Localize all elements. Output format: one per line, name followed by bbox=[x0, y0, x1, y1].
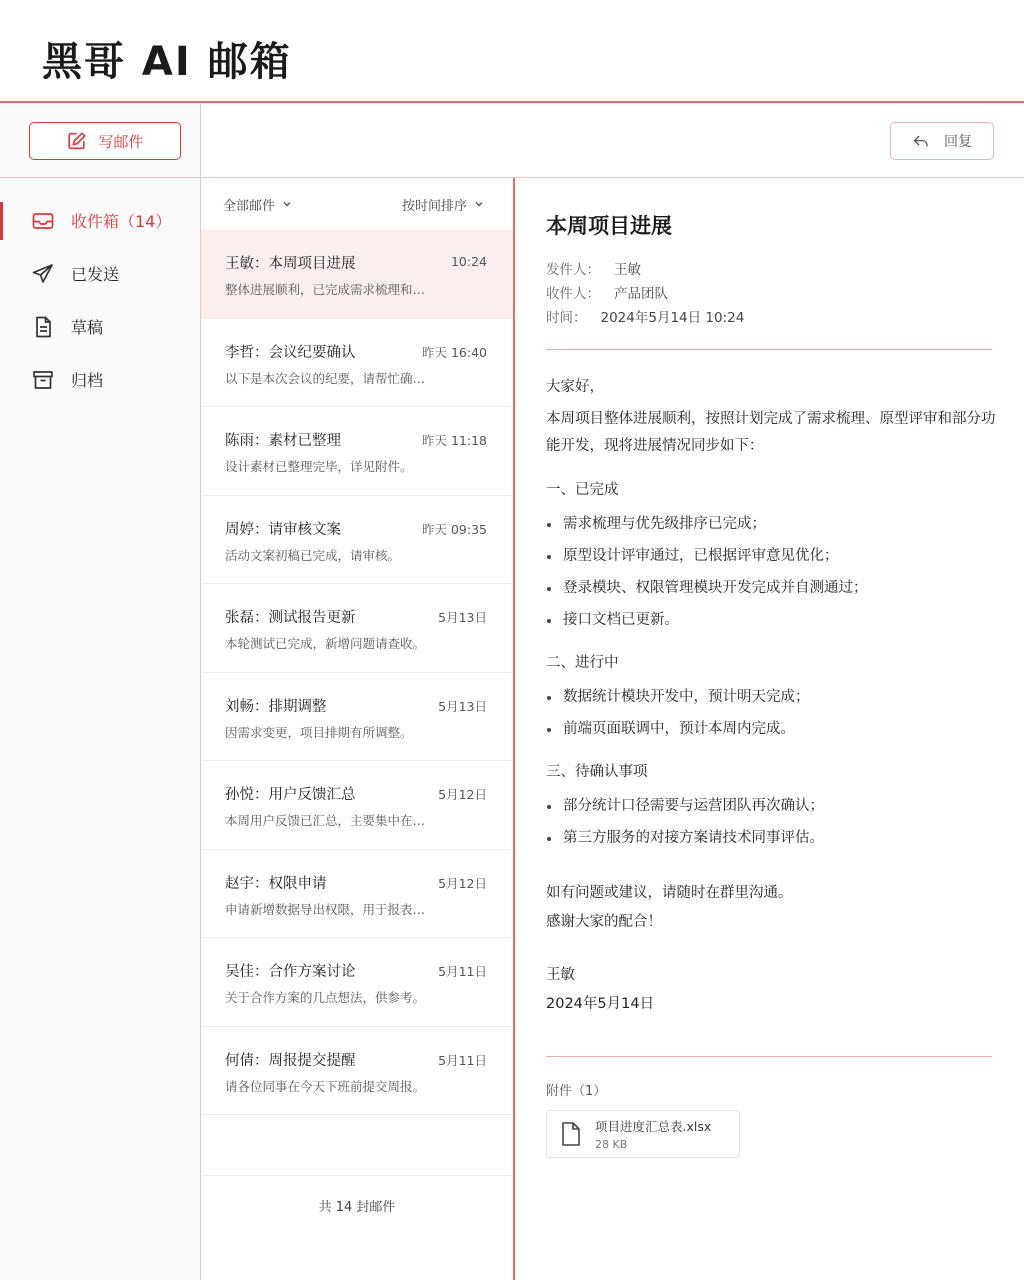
list-item[interactable] bbox=[201, 673, 513, 762]
list-item[interactable] bbox=[201, 230, 513, 319]
list-bullet: 部分统计口径需要与运营团队再次确认； bbox=[546, 790, 996, 822]
list-bullet: 原型设计评审通过，已根据评审意见优化； bbox=[546, 540, 996, 572]
app-title: 黑哥 AI 邮箱 bbox=[42, 39, 292, 85]
mail-subject: 赵宇：权限申请 bbox=[225, 875, 327, 892]
compose-label: 写邮件 bbox=[98, 132, 144, 151]
list-bullet: 接口文档已更新。 bbox=[546, 604, 996, 636]
list-bullet: 登录模块、权限管理模块开发完成并自测通过； bbox=[546, 572, 996, 604]
mail-preview: 关于合作方案的几点想法，供参考。 bbox=[225, 990, 426, 1005]
section-title: 一、已完成 bbox=[546, 482, 619, 498]
meta-time bbox=[546, 306, 744, 330]
mail-preview: 以下是本次会议的纪要，请帮忙确… bbox=[225, 370, 426, 386]
mail-time: 5月13日 bbox=[438, 610, 487, 625]
mail-list-header bbox=[201, 178, 513, 230]
meta-to bbox=[546, 282, 744, 306]
mail-subject: 孙悦：用户反馈汇总 bbox=[225, 787, 356, 803]
edit-icon bbox=[66, 130, 88, 152]
mail-preview: 活动文案初稿已完成，请审核。 bbox=[225, 547, 401, 563]
mail-time: 5月12日 bbox=[438, 787, 487, 802]
mail-subject: 刘畅：排期调整 bbox=[225, 698, 327, 715]
mail-preview: 因需求变更，项目排期有所调整。 bbox=[225, 724, 413, 740]
compose-button[interactable] bbox=[29, 122, 181, 160]
list-item[interactable] bbox=[201, 584, 513, 673]
sidebar-item-archive[interactable] bbox=[0, 353, 200, 406]
list-bullet: 数据统计模块开发中，预计明天完成； bbox=[546, 681, 996, 713]
list-item[interactable] bbox=[201, 319, 513, 408]
divider bbox=[546, 349, 992, 350]
sidebar bbox=[0, 104, 201, 1280]
app-header bbox=[0, 0, 1024, 103]
filter-dropdown[interactable] bbox=[223, 195, 293, 214]
sidebar-item-sent[interactable] bbox=[0, 247, 200, 300]
mail-subject: 陈雨：素材已整理 bbox=[225, 433, 341, 449]
mail-preview: 请各位同事在今天下班前提交周报。 bbox=[225, 1078, 426, 1094]
mail-subject: 吴佳：合作方案讨论 bbox=[225, 964, 356, 980]
reply-label: 回复 bbox=[944, 134, 972, 150]
section-title: 三、待确认事项 bbox=[546, 764, 648, 780]
send-icon bbox=[31, 262, 55, 286]
mail-preview: 申请新增数据导出权限，用于报表… bbox=[225, 901, 426, 917]
list-item[interactable] bbox=[201, 407, 513, 496]
intro-text: 本周项目整体进展顺利，按照计划完成了需求梳理、原型评审和部分功能开发，现将进展情况同步如下： bbox=[546, 411, 996, 454]
section-title: 二、进行中 bbox=[546, 655, 619, 671]
section-list bbox=[546, 790, 996, 854]
list-item[interactable] bbox=[201, 761, 513, 850]
sidebar-item-label: 归档 bbox=[71, 371, 104, 390]
email-body bbox=[546, 374, 996, 1018]
signature: 王敏 bbox=[546, 967, 575, 983]
attachments-label: 附件（1） bbox=[546, 1084, 607, 1099]
reading-pane bbox=[516, 178, 1024, 1280]
list-item[interactable] bbox=[201, 1027, 513, 1116]
toolbar bbox=[201, 104, 1024, 178]
sent-time: 2024年5月14日 10:24 bbox=[600, 310, 745, 326]
greeting: 大家好， bbox=[546, 379, 604, 395]
folder-nav bbox=[0, 194, 200, 406]
list-item[interactable] bbox=[201, 850, 513, 939]
sidebar-item-label: 草稿 bbox=[71, 318, 104, 337]
mail-time: 5月12日 bbox=[438, 875, 487, 891]
draft-icon bbox=[31, 315, 55, 339]
sidebar-item-label: 收件箱（14） bbox=[71, 212, 172, 231]
archive-icon bbox=[31, 368, 55, 392]
mail-subject: 周婷：请审核文案 bbox=[225, 521, 341, 538]
list-item[interactable] bbox=[201, 938, 513, 1027]
mail-preview: 本轮测试已完成，新增问题请查收。 bbox=[225, 636, 426, 651]
mail-time: 10:24 bbox=[450, 254, 487, 269]
reply-icon bbox=[912, 132, 930, 150]
filter-label: 全部邮件 bbox=[223, 198, 276, 214]
list-bullet: 前端页面联调中，预计本周内完成。 bbox=[546, 713, 996, 745]
reply-button[interactable] bbox=[890, 122, 994, 160]
attachment-card[interactable] bbox=[546, 1110, 740, 1158]
mail-list bbox=[201, 178, 515, 1280]
compose-area bbox=[0, 104, 200, 178]
sidebar-item-label: 已发送 bbox=[71, 265, 120, 284]
mail-subject: 王敏：本周项目进展 bbox=[225, 256, 356, 272]
meta-from bbox=[546, 258, 744, 282]
mail-subject: 李哲：会议纪要确认 bbox=[225, 344, 356, 361]
mail-count: 共 14 封邮件 bbox=[201, 1175, 513, 1235]
attachment-info bbox=[595, 1117, 711, 1151]
sidebar-item-inbox[interactable] bbox=[0, 194, 200, 247]
recipient: 产品团队 bbox=[614, 286, 668, 302]
mail-preview: 设计素材已整理完毕，详见附件。 bbox=[225, 459, 413, 474]
email-meta bbox=[546, 258, 744, 330]
mail-time: 昨天 09:35 bbox=[422, 521, 487, 537]
sort-label: 按时间排序 bbox=[401, 198, 467, 214]
mail-time: 5月11日 bbox=[438, 1052, 487, 1068]
mail-time: 5月11日 bbox=[438, 964, 487, 979]
attachment-size: 28 KB bbox=[595, 1138, 628, 1151]
divider bbox=[546, 1056, 992, 1057]
meta-label: 发件人： bbox=[546, 262, 600, 278]
meta-label: 时间： bbox=[546, 310, 587, 326]
section-list bbox=[546, 508, 996, 636]
mail-time: 5月13日 bbox=[438, 698, 487, 714]
sender: 王敏 bbox=[614, 262, 641, 278]
attachment-name: 项目进度汇总表.xlsx bbox=[595, 1119, 712, 1134]
inbox-icon bbox=[31, 209, 55, 233]
mail-subject: 何倩：周报提交提醒 bbox=[225, 1052, 356, 1069]
sort-dropdown[interactable] bbox=[402, 195, 485, 214]
mail-preview: 本周用户反馈已汇总，主要集中在… bbox=[225, 813, 426, 828]
chevron-down-icon bbox=[473, 198, 485, 210]
mail-preview: 整体进展顺利，已完成需求梳理和… bbox=[225, 282, 426, 297]
closing-text: 如有问题或建议，请随时在群里沟通。 bbox=[546, 885, 793, 901]
file-icon bbox=[559, 1121, 583, 1147]
meta-label: 收件人： bbox=[546, 286, 600, 302]
list-item[interactable] bbox=[201, 496, 513, 585]
signature-date: 2024年5月14日 bbox=[546, 996, 655, 1012]
list-bullet: 需求梳理与优先级排序已完成； bbox=[546, 508, 996, 540]
sidebar-item-drafts[interactable] bbox=[0, 300, 200, 353]
mail-time: 昨天 16:40 bbox=[422, 344, 487, 360]
mail-time: 昨天 11:18 bbox=[422, 433, 487, 448]
closing-text: 感谢大家的配合！ bbox=[546, 914, 662, 930]
chevron-down-icon bbox=[281, 198, 293, 210]
email-subject: 本周项目进展 bbox=[546, 214, 672, 238]
mail-subject: 张磊：测试报告更新 bbox=[225, 610, 356, 626]
section-list bbox=[546, 681, 996, 745]
list-bullet: 第三方服务的对接方案请技术同事评估。 bbox=[546, 822, 996, 854]
